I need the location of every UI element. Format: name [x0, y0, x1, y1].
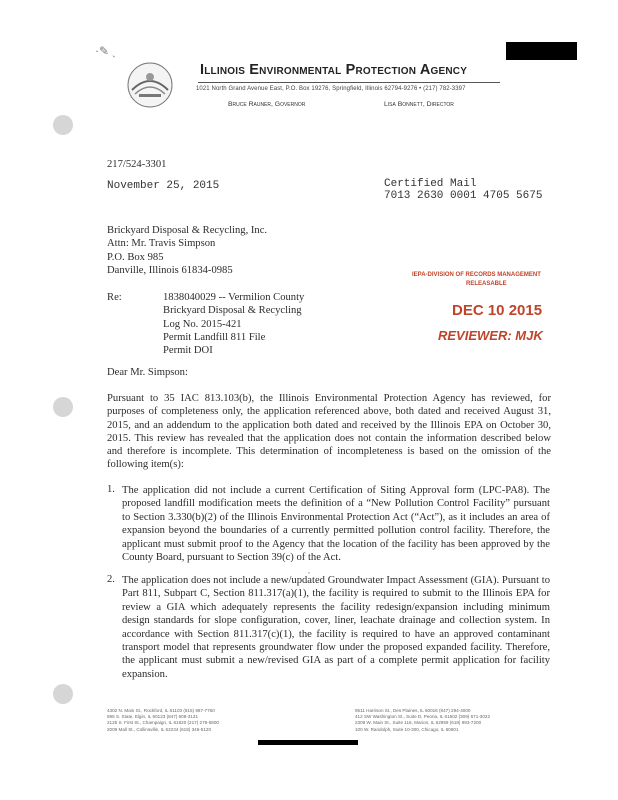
- stamp-date: DEC 10 2015: [452, 302, 543, 319]
- stray-mark: ,: [308, 566, 310, 575]
- phone-number: 217/524-3301: [107, 159, 167, 170]
- recipient-address: [107, 224, 267, 277]
- re-line: Permit DOI: [163, 345, 213, 357]
- redaction-bar-bottom: [258, 740, 358, 745]
- item-number: 2.: [107, 574, 115, 585]
- footer-offices-left: [107, 708, 219, 733]
- agency-address: 1021 North Grand Avenue East, P.O. Box 19276, Springfield, Illinois 62794-9276 • (217) 782-3397: [196, 86, 466, 92]
- recipient-line: Brickyard Disposal & Recycling, Inc.: [107, 225, 268, 236]
- footer-line: 412 SW Washington St., Suite D, Peoria, IL 61602 (309) 671-3022: [355, 714, 490, 720]
- footer-line: 2009 Mall St., Collinsville, IL 62234 (618) 346-5120: [107, 726, 212, 732]
- footer-line: 100 W. Randolph, Suite 10-300, Chicago, IL 60601: [355, 726, 459, 732]
- footer-line: 2125 S. First St., Champaign, IL 61820 (217) 278-5800: [107, 720, 219, 726]
- footer-line: 4302 N. Main St., Rockford, IL 61103 (815) 987-7760: [107, 708, 215, 713]
- records-stamp-line2: RELEASABLE: [466, 281, 507, 287]
- punch-hole-top: [53, 115, 73, 135]
- footer-offices-right: [355, 708, 490, 733]
- re-line: Brickyard Disposal & Recycling: [163, 305, 302, 317]
- letter-date: November 25, 2015: [107, 180, 220, 192]
- governor-name: Bruce Rauner, Governor: [228, 101, 306, 108]
- recipient-line: P.O. Box 985: [107, 251, 164, 263]
- redaction-box-top: [506, 42, 577, 60]
- recipient-line: Attn: Mr. Travis Simpson: [107, 238, 216, 250]
- director-name: Lisa Bonnett, Director: [384, 101, 454, 108]
- punch-hole-middle: [53, 397, 73, 417]
- recipient-line: Danville, Illinois 61834-0985: [107, 264, 233, 276]
- tracking-number: 7013 2630 0001 4705 5675: [384, 190, 543, 202]
- re-block: [163, 291, 304, 357]
- re-line: Log No. 2015-421: [163, 318, 242, 330]
- records-stamp-line1: IEPA-DIVISION OF RECORDS MANAGEMENT: [412, 272, 541, 278]
- letterhead-rule: [198, 82, 500, 83]
- re-line: Permit Landfill 811 File: [163, 331, 266, 343]
- salutation: Dear Mr. Simpson:: [107, 367, 188, 378]
- item-number: 1.: [107, 484, 115, 495]
- footer-line: 9511 Harrison St., Des Plaines, IL 60016 (847) 294-4000: [355, 708, 471, 713]
- item-text: The application does not include a new/updated Groundwater Impact Assessment (GIA). Pursuant to Part 811, Subpart C, Section 811.317(a)(1), the facility is required to submit to the Illinois EPA for review a GIA which adequately represents the facility redesign/expansion including minimum design standards for slope configuration, cover, liner, leachate drainage and collection system. In accordance with Section 811.317(c)(1), the facility is required to have an approved contaminant transport model that represents groundwater flow under the proposed expanded facility. Therefore, the applicant must submit a new/revised GIA as part of a complete permit application for facility expansion.: [122, 575, 550, 680]
- re-line: 1838040029 -- Vermilion County: [163, 292, 305, 303]
- agency-name: Illinois Environmental Protection Agency: [200, 62, 468, 78]
- re-label: Re:: [107, 292, 122, 303]
- stamp-reviewer: REVIEWER: MJK: [438, 328, 543, 343]
- footer-line: 595 S. State, Elgin, IL 60123 (847) 608-3131: [107, 714, 199, 720]
- scan-mark: ·✎ ˎ: [95, 44, 117, 58]
- footer-line: 2309 W. Main St., Suite 116, Marion, IL 62959 (618) 993-7200: [355, 720, 482, 726]
- item-text: The application did not include a current Certification of Siting Approval form (LPC-PA8). The proposed landfill modification meets the definition of a “New Pollution Control Facility” pursuant to Section 3.330(b)(2) of the Illinois Environmental Protection Act (“Act”), as it includes an area of expansion beyond the boundaries of a currently permitted pollution control facility. Therefore, the applicant must submit proof to the Agency that the location of the facility has been approved by the County Board, pursuant to Section 39(c) of the Act.: [122, 485, 550, 564]
- agency-logo-icon: [117, 60, 183, 110]
- mail-type: Certified Mail: [384, 178, 477, 190]
- punch-hole-bottom: [53, 684, 73, 704]
- intro-paragraph: Pursuant to 35 IAC 813.103(b), the Illinois Environmental Protection Agency has reviewed, for purposes of completeness only, the application referenced above, both dated and received August 31, 2015, and an addendum to the application both dated and received by the Illinois EPA on October 30, 2015. This review has revealed that the application does not contain the information described below and therefore is incomplete. This determination of incompleteness is based on the omission of the following item(s):: [107, 393, 551, 471]
